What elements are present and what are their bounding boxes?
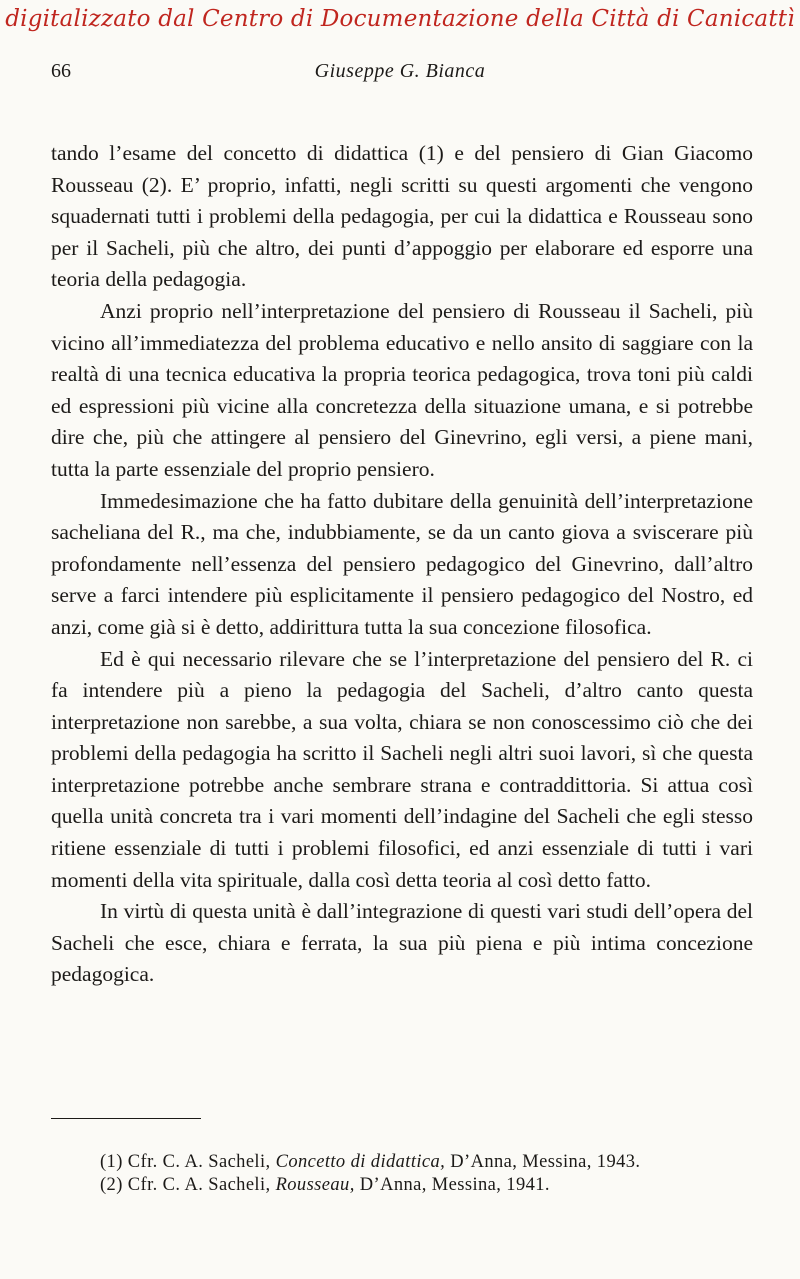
footnote-2-prefix: (2) Cfr. C. A. Sacheli,: [100, 1175, 276, 1195]
footnote-1-rest: D’Anna, Messina, 1943.: [445, 1152, 641, 1172]
footnote-1: [51, 1151, 753, 1174]
footnote-2-rest: D’Anna, Messina, 1941.: [354, 1175, 550, 1195]
body-text: [51, 138, 753, 991]
paragraph-2: Anzi proprio nell’interpretazione del pensiero di Rousseau il Sacheli, più vicino all’immediatezza del problema educativo e nello ansito di saggiare con la realtà di una tecnica educativa la propria teorica pedagogica, trova toni più caldi ed espressioni più vicine alla concretezza della situazione umana, e si potrebbe dire che, più che attingere al pensiero del Ginevrino, egli versi, a piene mani, tutta la parte essenziale del proprio pensiero.: [51, 298, 753, 481]
footnote-2-title: Rousseau,: [275, 1175, 355, 1195]
footnote-divider: [51, 1118, 201, 1119]
page-number: 66: [51, 60, 71, 82]
footnote-1-prefix: (1) Cfr. C. A. Sacheli,: [100, 1152, 276, 1172]
footnotes: [51, 1151, 753, 1197]
paragraph-5: In virtù di questa unità è dall’integrazione di questi vari studi dell’opera del Sacheli che esce, chiara e ferrata, la sua più piena e più intima concezione pedagogica.: [51, 899, 753, 987]
footnote-1-title: Concetto di didattica,: [275, 1152, 446, 1172]
paragraph-3: Immedesimazione che ha fatto dubitare della genuinità dell’interpretazione sacheliana del R., ma che, indubbiamente, se da un canto giova a sviscerare più profondamente nell’essenza del pensiero pedagogico del Ginevrino, dall’altro serve a farci intendere più esplicitamente il pensiero pedagogico del Nostro, ed anzi, come già si è detto, addirittura tutta la sua concezione filosofica.: [51, 488, 753, 639]
footnote-2: [51, 1174, 753, 1197]
paragraph-4: Ed è qui necessario rilevare che se l’interpretazione del pensiero del R. ci fa intendere più a pieno la pedagogia del Sacheli, d’altro canto questa interpretazione non sarebbe, a sua volta, chiara se non conoscessimo ciò che dei problemi della pedagogia ha scritto il Sacheli negli altri suoi lavori, sì che questa interpretazione potrebbe anche sembrare strana e contraddittoria. Si attua così quella unità concreta tra i vari momenti dell’indagine del Sacheli che egli stesso ritiene essenziale di tutti i problemi filosofici, ed anzi essenziale di tutti i vari momenti della vita spirituale, dalla così detta teoria al così detto fatto.: [51, 646, 753, 892]
digitization-watermark: digitalizzato dal Centro di Documentazione della Città di Canicattì: [5, 6, 795, 32]
paragraph-1: tando l’esame del concetto di didattica (1) e del pensiero di Gian Giacomo Rousseau (2). E’ proprio, infatti, negli scritti su questi argomenti che vengono squadernati tutti i problemi della pedagogia, per cui la didattica e Rousseau sono per il Sacheli, più che altro, dei punti d’appoggio per elaborare ed esporre una teoria della pedagogia.: [51, 141, 753, 292]
running-head-author: Giuseppe G. Bianca: [314, 60, 486, 82]
